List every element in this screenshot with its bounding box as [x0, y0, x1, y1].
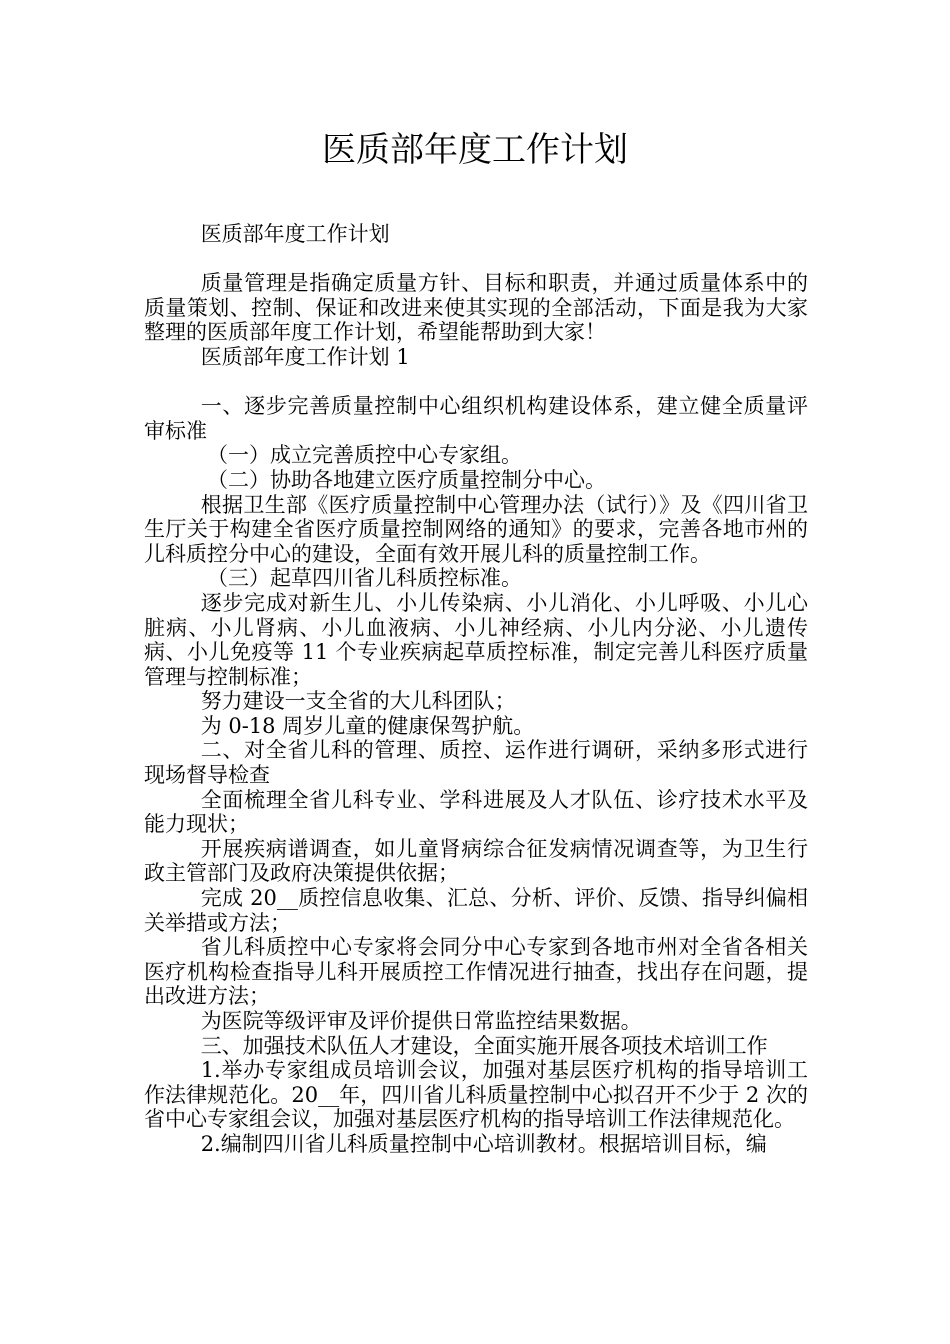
body-paragraph: 为 0-18 周岁儿童的健康保驾护航。	[200, 713, 535, 738]
body-paragraph: 完成 20__质控信息收集、汇总、分析、评价、反馈、指导纠偏相关举措或方法；	[144, 886, 808, 935]
body-paragraph: 为医院等级评审及评价提供日常监控结果数据。	[200, 1009, 642, 1033]
body-paragraph: 努力建设一支全省的大儿科团队；	[200, 689, 516, 714]
body-paragraph: 逐步完成对新生儿、小儿传染病、小儿消化、小儿呼吸、小儿心脏病、小儿肾病、小儿血液病、小儿神经病、小儿内分泌、小儿遗传病、小儿免疫等 11 个专业疾病起草质控标准，制定完善儿科医疗质量管理与控制标准；	[144, 590, 808, 689]
document-body	[144, 222, 808, 1157]
body-paragraph: 省儿科质控中心专家将会同分中心专家到各地市州对全省各相关医疗机构检查指导儿科开展质控工作情况进行抽查，找出存在问题，提出改进方法；	[144, 935, 808, 1009]
heading-3: 三、加强技术队伍人才建设，全面实施开展各项技术培训工作	[200, 1033, 768, 1058]
body-paragraph: 根据卫生部《医疗质量控制中心管理办法（试行）》及《四川省卫生厅关于构建全省医疗质量控制网络的通知》的要求，完善各地市州的儿科质控分中心的建设，全面有效开展儿科的质量控制工作。	[144, 492, 808, 566]
numbered-item-1: 1.举办专家组成员培训会议，加强对基层医疗机构的指导培训工作法律规范化。20__年，四川省儿科质量控制中心拟召开不少于 2 次的省中心专家组会议，加强对基层医疗机构的指导培训工作法律规范化。	[144, 1058, 808, 1132]
heading-2: 二、对全省儿科的管理、质控、运作进行调研，采纳多形式进行现场督导检查	[144, 738, 808, 788]
intro-paragraph: 质量管理是指确定质量方针、目标和职责，并通过质量体系中的质量策划、控制、保证和改进来使其实现的全部活动，下面是我为大家整理的医质部年度工作计划，希望能帮助到大家！	[144, 271, 808, 345]
blank-line	[144, 247, 808, 272]
sub-item-3: （三）起草四川省儿科质控标准。	[207, 566, 522, 591]
sub-item-1: （一）成立完善质控中心专家组。	[207, 443, 522, 468]
body-paragraph: 全面梳理全省儿科专业、学科进展及人才队伍、诊疗技术水平及能力现状；	[144, 787, 808, 837]
section-heading: 医质部年度工作计划 1	[200, 344, 410, 369]
document-title: 医质部年度工作计划	[322, 130, 628, 170]
blank-line	[144, 370, 808, 395]
sub-item-2: （二）协助各地建立医疗质量控制分中心。	[207, 467, 606, 492]
body-paragraph: 开展疾病谱调查，如儿童肾病综合征发病情况调查等，为卫生行政主管部门及政府决策提供依据；	[144, 836, 808, 886]
numbered-item-2: 2.编制四川省儿科质量控制中心培训教材。根据培训目标，编	[200, 1131, 767, 1156]
subtitle-paragraph: 医质部年度工作计划	[200, 222, 390, 246]
heading-1: 一、逐步完善质量控制中心组织机构建设体系，建立健全质量评审标准	[144, 394, 808, 443]
